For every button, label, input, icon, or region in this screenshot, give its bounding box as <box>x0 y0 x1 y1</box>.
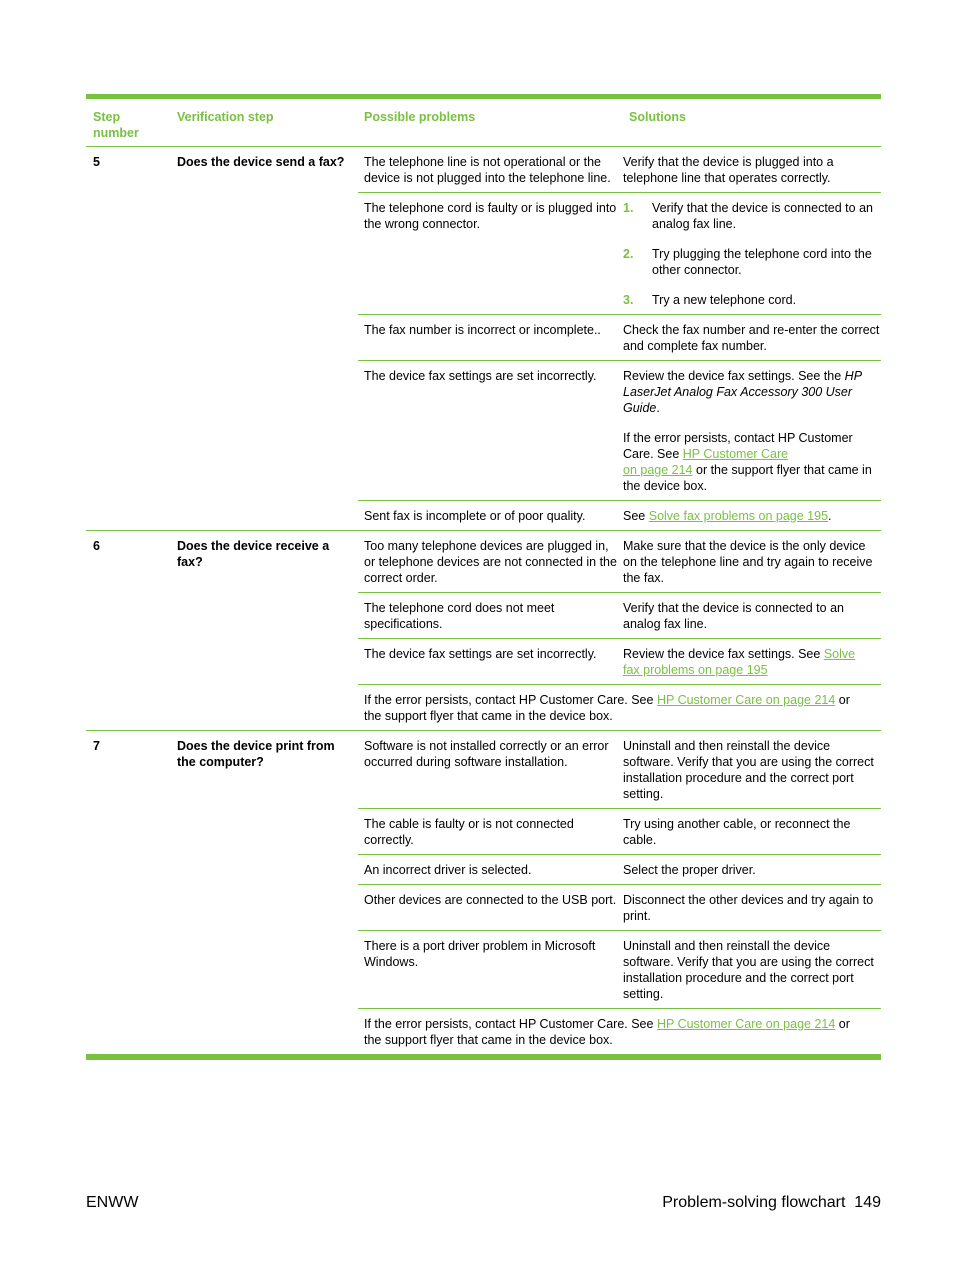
table-row <box>358 639 881 685</box>
header-possible-problems: Possible problems <box>364 110 476 124</box>
table-row <box>358 885 881 931</box>
solution-cell: Try using another cable, or reconnect the cable. <box>623 817 851 847</box>
table-row <box>358 315 881 361</box>
solution-cell: Select the proper driver. <box>623 863 756 877</box>
footer-chapter-title: Problem-solving flowchart <box>662 1194 846 1211</box>
full-width-cell: If the error persists, contact HP Customer Care. See HP Customer Care on page 214 or the support flyer that came in the device box. <box>364 1017 850 1047</box>
solution-cell: Make sure that the device is the only device on the telephone line and try again to receive the fax. <box>623 539 873 585</box>
solution-cell: See Solve fax problems on page 195. <box>623 509 832 523</box>
header-solutions: Solutions <box>629 110 686 124</box>
problem-cell: Too many telephone devices are plugged in, or telephone devices are not connected in the correct order. <box>364 539 617 585</box>
problem-cell: The device fax settings are set incorrectly. <box>364 647 597 661</box>
table-bottom-rule <box>86 1055 881 1060</box>
header-step-number: Step number <box>93 110 139 140</box>
solution-cell: Verify that the device is connected to an analog fax line. <box>623 601 844 631</box>
step-7-number: 7 <box>93 739 100 753</box>
problem-cell: There is a port driver problem in Microsoft Windows. <box>364 939 596 969</box>
table-row <box>358 809 881 855</box>
list-text: Verify that the device is connected to an analog fax line. <box>652 201 873 231</box>
table-row <box>358 531 881 593</box>
solution-paragraph: If the error persists, contact HP Customer Care. See HP Customer Care on page 214 or the support flyer that came in the device box. <box>623 431 872 493</box>
table-row <box>358 855 881 885</box>
list-item <box>623 246 881 278</box>
list-number: 3. <box>623 293 634 307</box>
problem-cell: The device fax settings are set incorrectly. <box>364 369 597 383</box>
solution-cell <box>623 200 881 308</box>
problem-cell: The telephone line is not operational or the device is not plugged into the telephone line. <box>364 155 611 185</box>
problem-cell: The cable is faulty or is not connected correctly. <box>364 817 574 847</box>
problem-cell: Sent fax is incomplete or of poor quality. <box>364 509 586 523</box>
list-text: Try a new telephone cord. <box>652 293 797 307</box>
solution-cell: Disconnect the other devices and try again to print. <box>623 893 874 923</box>
solve-fax-problems-link[interactable]: Solve fax problems on page 195 <box>648 509 829 523</box>
table-row <box>358 501 881 530</box>
page-number: 149 <box>854 1194 881 1211</box>
solution-paragraph: Review the device fax settings. See the HP LaserJet Analog Fax Accessory 300 User Guide. <box>623 369 862 415</box>
list-number: 1. <box>623 201 634 215</box>
list-item <box>623 200 881 232</box>
step-6-number: 6 <box>93 539 100 553</box>
solve-fax-problems-link[interactable]: Solve <box>823 647 856 661</box>
table-row <box>358 931 881 1009</box>
solution-cell <box>623 368 881 494</box>
step-6-group <box>86 531 881 731</box>
footer-left-label: ENWW <box>86 1194 139 1211</box>
step-5-number: 5 <box>93 155 100 169</box>
step-7-question: Does the device print from the computer? <box>177 739 335 769</box>
troubleshooting-table <box>86 94 881 1060</box>
solution-cell: Verify that the device is plugged into a telephone line that operates correctly. <box>623 155 834 185</box>
full-width-cell: If the error persists, contact HP Customer Care. See HP Customer Care on page 214 or the support flyer that came in the device box. <box>364 693 850 723</box>
problem-cell: The telephone cord does not meet specifications. <box>364 601 555 631</box>
list-number: 2. <box>623 247 634 261</box>
step-6-question: Does the device receive a fax? <box>177 539 330 569</box>
table-row <box>358 685 881 730</box>
problem-cell: Software is not installed correctly or an error occurred during software installation. <box>364 739 609 769</box>
solve-fax-problems-link-page[interactable]: fax problems on page 195 <box>623 663 768 677</box>
solution-cell: Uninstall and then reinstall the device software. Verify that you are using the correct installation procedure and the correct port setting. <box>623 739 874 801</box>
step-5-group <box>86 147 881 531</box>
problem-cell: Other devices are connected to the USB port. <box>364 893 617 907</box>
user-guide-title: HP LaserJet Analog Fax Accessory 300 User Guide <box>623 369 862 415</box>
table-row <box>358 593 881 639</box>
list-item <box>623 292 881 308</box>
problem-cell: An incorrect driver is selected. <box>364 863 532 877</box>
step-7-group <box>86 731 881 1055</box>
footer-right <box>662 1193 881 1213</box>
step-5-question: Does the device send a fax? <box>177 155 345 169</box>
table-row <box>358 1009 881 1054</box>
table-row <box>358 193 881 315</box>
problem-cell: The telephone cord is faulty or is plugged into the wrong connector. <box>364 201 617 231</box>
hp-customer-care-link[interactable]: HP Customer Care on page 214 <box>656 693 836 707</box>
list-text: Try plugging the telephone cord into the other connector. <box>652 247 872 277</box>
problem-cell: The fax number is incorrect or incomplete.. <box>364 323 601 337</box>
table-header <box>86 99 881 147</box>
hp-customer-care-link[interactable]: HP Customer Care on page 214 <box>656 1017 836 1031</box>
solution-cell: Check the fax number and re-enter the correct and complete fax number. <box>623 323 880 353</box>
solution-cell: Uninstall and then reinstall the device software. Verify that you are using the correct installation procedure and the correct port setting. <box>623 939 874 1001</box>
solution-cell: Review the device fax settings. See Solve fax problems on page 195 <box>623 647 856 677</box>
table-row <box>358 731 881 809</box>
table-row <box>358 361 881 501</box>
hp-customer-care-link-page[interactable]: on page 214 <box>623 463 693 477</box>
table-row <box>358 147 881 193</box>
hp-customer-care-link[interactable]: HP Customer Care <box>682 447 789 461</box>
header-verification-step: Verification step <box>177 110 274 124</box>
